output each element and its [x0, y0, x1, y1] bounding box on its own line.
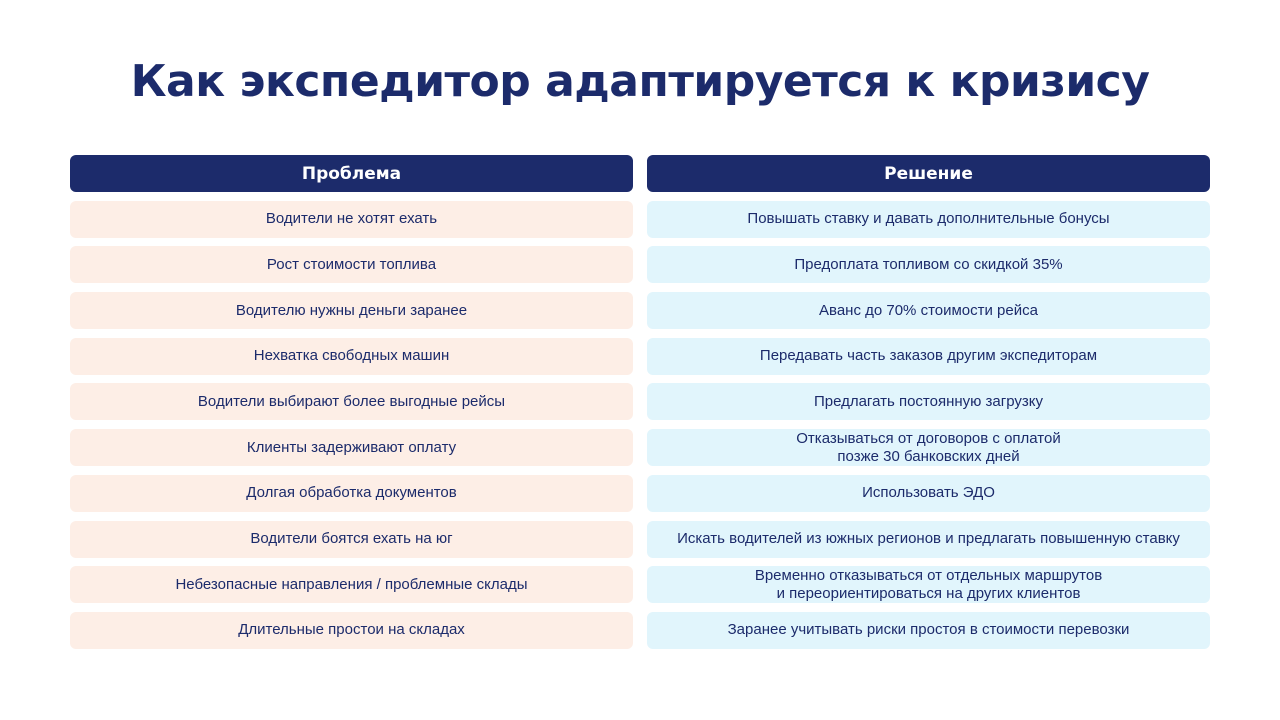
problem-text: Небезопасные направления / проблемные склады [175, 575, 528, 593]
problem-text: Нехватка свободных машин [253, 347, 450, 365]
solution-cell [647, 292, 1210, 329]
solution-text: Передавать часть заказов другим экспедиторам [759, 347, 1098, 365]
solution-text: Отказываться от договоров с оплатой позже 30 банковских дней [796, 429, 1061, 465]
solution-cell [647, 338, 1210, 375]
problem-cell [70, 292, 633, 329]
problem-cell [70, 566, 633, 603]
solution-text: Заранее учитывать риски простоя в стоимости перевозки [727, 621, 1130, 639]
problem-cell [70, 338, 633, 375]
problem-header: Проблема [70, 155, 633, 192]
problem-text: Клиенты задерживают оплату [246, 438, 457, 456]
problem-cell [70, 246, 633, 283]
solution-text: Предлагать постоянную загрузку [813, 392, 1044, 410]
problem-text: Водители не хотят ехать [265, 210, 438, 228]
solution-cell [647, 521, 1210, 558]
problem-cell [70, 429, 633, 466]
problem-text: Водители боятся ехать на юг [250, 530, 453, 547]
problem-text: Долгая обработка документов [246, 484, 457, 502]
solution-cell [647, 201, 1210, 238]
solution-text: Предоплата топливом со скидкой 35% [794, 255, 1063, 273]
solution-cell [647, 612, 1210, 649]
solution-cell [647, 429, 1210, 466]
problem-text: Рост стоимости топлива [266, 255, 437, 273]
solution-column [647, 155, 1210, 649]
solution-text: Временно отказываться от отдельных маршрутов и переориентироваться на других клиентов [754, 566, 1103, 602]
solution-text: Повышать ставку и давать дополнительные бонусы [747, 210, 1110, 228]
solution-cell [647, 246, 1210, 283]
solution-cell [647, 383, 1210, 420]
problem-cell [70, 521, 633, 558]
problem-cell [70, 201, 633, 238]
page-title: Как экспедитор адаптируется к кризису [130, 56, 1150, 107]
problem-text: Водители выбирают более выгодные рейсы [197, 392, 506, 410]
solution-text: Аванс до 70% стоимости рейса [819, 301, 1038, 319]
problem-cell [70, 383, 633, 420]
problem-text: Водителю нужны деньги заранее [235, 301, 468, 319]
problem-cell [70, 475, 633, 512]
solution-cell [647, 475, 1210, 512]
problem-cell [70, 612, 633, 649]
problem-text: Длительные простои на складах [238, 621, 465, 639]
problem-column [70, 155, 633, 649]
solution-text: Искать водителей из южных регионов и предлагать повышенную ставку [677, 530, 1180, 547]
solution-cell [647, 566, 1210, 603]
solution-text: Использовать ЭДО [862, 484, 995, 502]
solution-header: Решение [647, 155, 1210, 192]
